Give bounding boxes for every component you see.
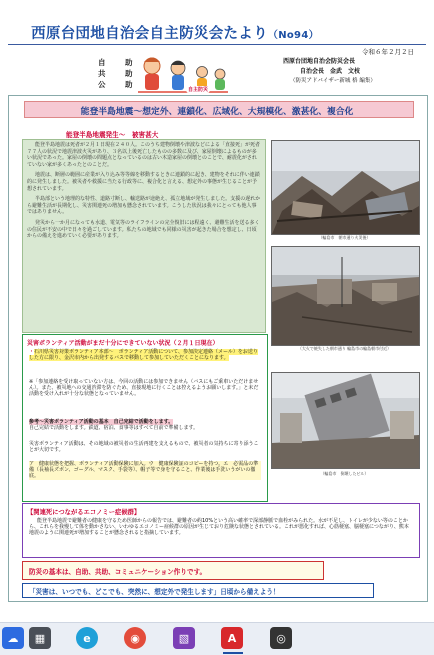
volunteer-heading: 災害ボランティア活動がまだ十分にできていない状況（２月１日現在）: [27, 340, 219, 347]
image-app-icon[interactable]: ▧: [173, 627, 195, 649]
photo-collapsed-building: [271, 372, 420, 469]
volunteer-box: [22, 334, 268, 502]
volunteer-bullet-2: [29, 379, 261, 398]
taskbar: [0, 622, 434, 655]
volunteer-note: 災害ボランティア活動は、その地域の被災者の生活再建を支えるもので、被災者の気持ちに寄り添うことが大切です。: [29, 441, 259, 454]
headline: 能登半島地震～想定外、連鎖化、広域化、大規模化、激甚化、複合化: [80, 107, 354, 117]
issue-date: 令和６年２月２日: [362, 48, 414, 56]
bullet-2-text: ※「参加連絡を受け取っていない方は、今回の活動には参加できません（バスにもご乗車いただけません）。また、被災地への交通渋滞を防ぐため、直接現地に行くことは控えるようお願いします。」と未だ活動を受け入れが十分な状態となっていません。: [29, 379, 259, 398]
newsletter-title: [0, 22, 350, 43]
basics-box: [22, 561, 324, 580]
issue-number: （No94）: [267, 30, 319, 41]
photo-caption: （大火で焼失した朝市通り 輪島市の輪島朝市付近）: [297, 346, 392, 351]
volunteer-bullet-1: ・石川県災害対策ボランティア本部～ ボランティア活動について、参加決定連絡（メール）をお送りした方に限り、金沢市内から出発するバスで移動して参加していただくことになります。: [29, 349, 258, 362]
report-paragraph: 地震は、断層の範囲に産業が入り込み等等線を移動するときに連鎖的に起き、建物をそれに伴い連鎖的に発生しました。被災者や救援に当たる行政等に、複合化と言える、想定外の事態が生じることが予想されています。: [27, 172, 260, 192]
report-paragraph: 半島部という地理的な特性、道路寸断し、輸送路が途絶え、孤立地域が発生しました。支援の遅れから避難生活が長期化し、災害関連死の増加も懸念されています。こうした状況は我々にとっても他人事ではありません。: [27, 196, 261, 216]
motto-jijo: 自 助: [98, 58, 139, 67]
section-subheading: 能登半島地震発生～ 被害甚大: [66, 131, 159, 139]
photo-caption: （輪島市 倒壊したビル）: [320, 471, 369, 476]
cloud-app-icon[interactable]: ☁: [2, 627, 24, 649]
photo-fire-damage: [271, 246, 420, 346]
logo-label: 自主防災: [188, 87, 209, 93]
earthquake-report: [22, 139, 266, 333]
photo-caption: （輪島市 朝市通り火災後）: [318, 235, 371, 240]
edge-browser-icon[interactable]: e: [76, 627, 98, 649]
pdf-reader-icon[interactable]: A: [221, 627, 243, 649]
economy-syndrome-box: [22, 503, 420, 558]
org-line-1: 西原台団地自治会防災会長: [283, 58, 356, 65]
volunteer-checklist: ア 健康状態を把握、ボランティア活動保険に加入。ウ 健康保険証のコピーを持つ。エ 必需品の準備（長袖長ズボン、ゴーグル、マスク、手袋等）、帽子等で身を守ること、作業後は手洗いうがいの徹底。: [29, 461, 261, 480]
reference-text: 自己完結で活動をします。鉄道、宿泊、食事等はすべて自前で準備します。: [29, 425, 199, 432]
motto-kojo: 公 助: [98, 80, 139, 89]
closing-box: [22, 583, 374, 598]
org-line-2: 自治会長 金武 文枝: [300, 68, 361, 75]
family-logo: [130, 52, 230, 96]
economy-heading: 【関連死につながるエコノミー症候群】: [27, 509, 141, 516]
report-paragraph: 能登半島地震は死者が２月１日現在２４０人。このうち建物倒壊や津波などによる「直接死」が死者７７人の状況で地震津波火災があり、３名以上後死亡したものの多数に及び、家屋倒壊によるものが多い状況であった。家屋の倒壊の問題点となっているのは古い木造家屋の倒壊とのことで、耐震化がされていない家が多くあったとのことだ。: [27, 142, 261, 168]
closing-text: 「災害は、いつでも、どこでも、突然に、想定外で発生します」日頃から備えよう！: [29, 588, 280, 596]
report-paragraph: 発災から一か月になっても水道、電気等のライフラインの完全復旧には程遠く、避難生活を送る多くの住民が不安の中で日々を過ごしています。私たちの地域でも同様の災害が起きた場合を想定し、日頃からの備えを進めていく必要があります。: [27, 219, 260, 240]
motto-kyojo: 共 助: [98, 69, 139, 78]
title-text: 西原台団地自治会自主防災会たより: [31, 26, 268, 42]
economy-text: 能登半島地震で避難者の健康を守るため医師からの報告では、避難者の約10%という高い確率で深部静脈で血栓がみられた。水が不足し、トイレが少ない等のことから、これらを我慢して体を動かさない、いわゆるエコノミー症候群の原因が生じており危険な状態とされている。これが悪化すれば、心筋梗塞、脳梗塞につながり、熊本地震のように関連死が増加することが懸念されると指摘しています。: [29, 518, 409, 537]
media-app-icon[interactable]: ◎: [270, 627, 292, 649]
chrome-browser-icon[interactable]: ◉: [124, 627, 146, 649]
reference-label: 参考～災害ボランティア活動の基本 自己完結で活動をします。: [29, 419, 174, 425]
basics-text: 防災の基本は、自助、共助、コミュニケーション作りです。: [29, 568, 207, 576]
header-rule: [8, 44, 426, 45]
bullet-1-text: 石川県災害対策ボランティア本部～ ボランティア活動について、参加決定連絡（メール）をお送りした方に限り、金沢市内から出発するバスで移動して参加していただくことになります。: [29, 349, 258, 362]
photo-collapsed-houses: [271, 140, 420, 235]
volunteer-reference: [29, 419, 261, 431]
files-icon[interactable]: ▦: [29, 627, 51, 649]
org-line-3: （防災アドバイザー新城 格 編集）: [290, 78, 376, 84]
